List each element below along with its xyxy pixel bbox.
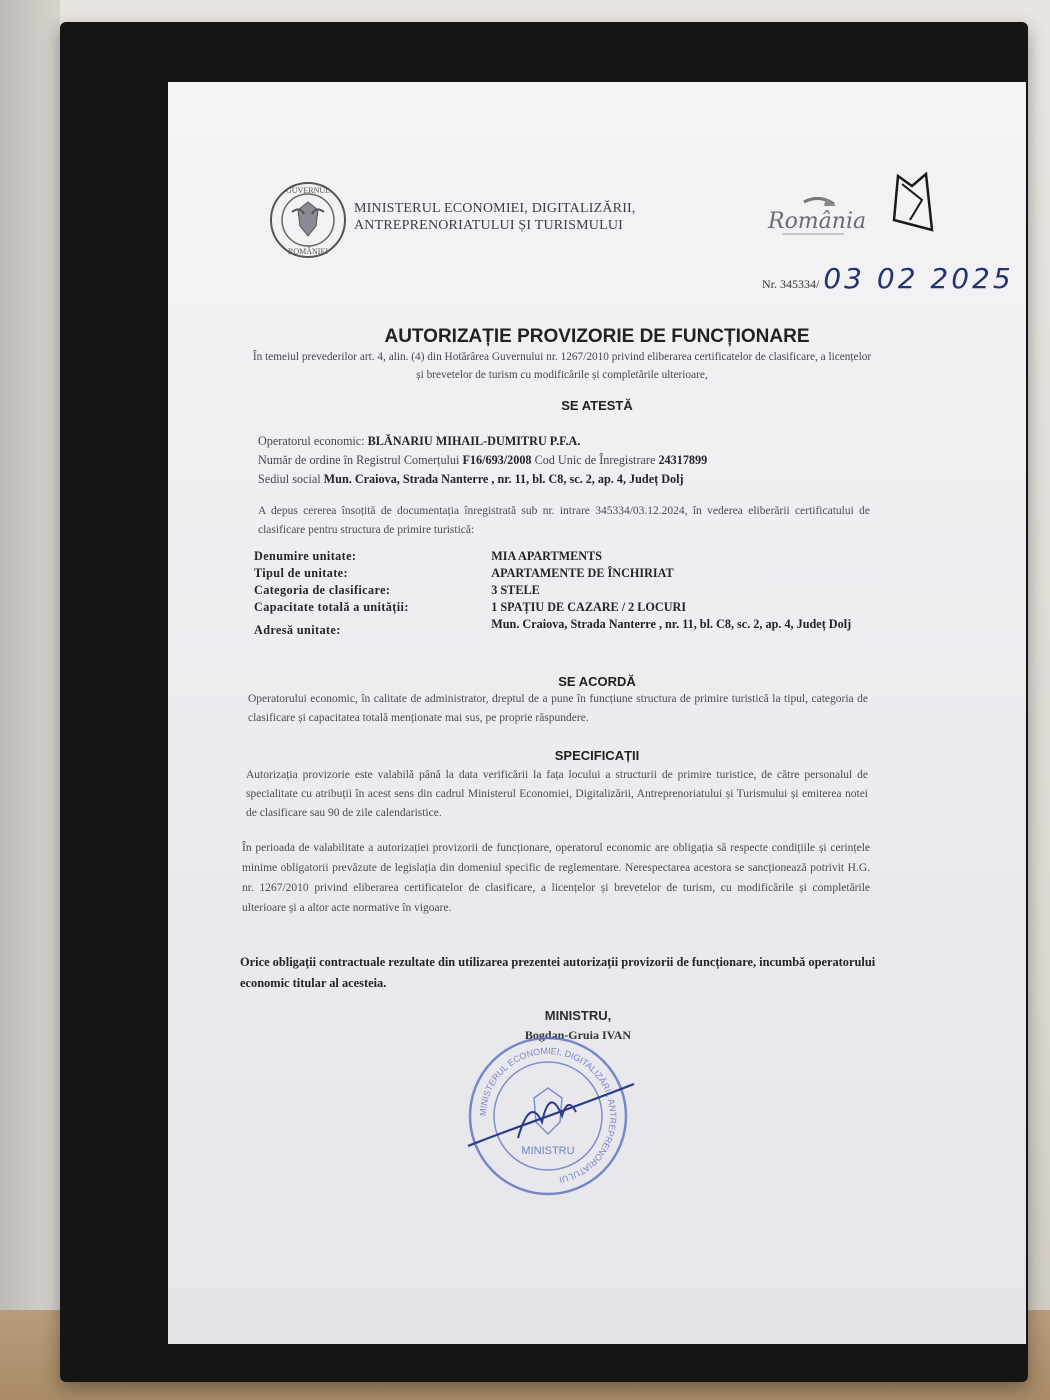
certificate-document [168, 82, 1026, 1344]
unit-row [254, 565, 894, 582]
operator-value: BLĂNARIU MIHAIL-DUMITRU P.F.A. [367, 434, 581, 448]
specificatii-paragraph-1: Autorizația provizorie este valabilă până la data verificării la fața locului a structurii de primire turistice, de către personalul de specialitate cu atribuții în acest sens din cadrul Ministerul Economiei, Digitalizării, Antreprenoriatului și Turismului și emiterea notei de clasificare sau 90 de zile calendaristice. [246, 769, 868, 819]
request-paragraph: A depus cererea însoțită de documentația înregistrată sub nr. intrare 345334/03.12.2024, în vederea eliberării certificatului de clasificare pentru structura de primire turistică: [258, 505, 870, 536]
unit-row [254, 548, 894, 565]
specificatii-paragraph-2: În perioada de valabilitate a autorizației provizorii de funcționare, operatorul economic are obligația să respecte condițiile și cerințele minime obligatorii prevăzute de legislația din domeniul specific de reglementare. Nerespectarea acestora se sancționează potrivit H.G. nr. 1267/2010 privind eliberarea certificatelor de clasificare, a licențelor și brevetelor de turism, cu modificările și completările ulterioare și a altor acte normative în vigoare. [242, 842, 870, 914]
headquarters-value: Mun. Craiova, Strada Nanterre , nr. 11, bl. C8, sc. 2, ap. 4, Județ Dolj [323, 472, 684, 486]
operator-row [258, 432, 898, 451]
registration-number [762, 262, 1014, 295]
unit-label: Tipul de unitate: [254, 566, 348, 580]
ministry-line2: ANTREPRENORIATULUI ȘI TURISMULUI [354, 218, 624, 233]
cui-label: Cod Unic de Înregistrare [534, 453, 656, 467]
registry-label: Număr de ordine în Registrul Comerțului [258, 453, 460, 467]
operator-label: Operatorul economic: [258, 434, 365, 448]
obligations-paragraph: Orice obligații contractuale rezultate din utilizarea prezentei autorizații provizorii de funcționare, incumbă operatorului economic titular al acesteia. [240, 955, 876, 990]
registration-number-label: Nr. 345334/ [762, 277, 820, 291]
unit-value: APARTAMENTE DE ÎNCHIRIAT [491, 566, 674, 580]
headquarters-label: Sediul social [258, 472, 321, 486]
background-wall [0, 0, 60, 1400]
unit-label: Categoria de clasificare: [254, 583, 391, 597]
specificatii-heading: SPECIFICAȚII [554, 748, 640, 763]
ministry-stamp-seal [458, 1026, 638, 1206]
crest-top-text: GUVERNUL [286, 186, 330, 195]
romania-logo [764, 192, 867, 242]
cui-value: 24317899 [658, 453, 708, 467]
minister-name: Bogdan-Gruia IVAN [524, 1028, 632, 1042]
romania-logo-text: România [768, 209, 867, 234]
document-title: AUTORIZAȚIE PROVIZORIE DE FUNCȚIONARE [384, 326, 810, 347]
se-acorda-paragraph: Operatorului economic, în calitate de administrator, dreptul de a pune în funcțiune structura de primire turistică la tipul, categoria de clasificare și capacitatea totală menționate mai sus, pe proprie răspundere. [248, 693, 868, 724]
unit-details-table [254, 548, 894, 639]
seal-ring-text: MINISTERUL ECONOMIEI, DIGITALIZĂRII, ANTREPRENORIATULUI [477, 1045, 619, 1185]
seal-center-text: MINISTRU [521, 1145, 575, 1157]
crest-bottom-text: ROMÂNIEI [288, 247, 328, 256]
legal-preamble: În temeiul prevederilor art. 4, alin. (4) din Hotărârea Guvernului nr. 1267/2010 privind eliberarea certificatelor de clasificare, a licențelor și brevetelor de turism cu modificările și completările ulterioare, [252, 351, 872, 381]
ministry-line1: MINISTERUL ECONOMIEI, DIGITALIZĂRII, [354, 201, 636, 216]
registry-value: F16/693/2008 [462, 453, 532, 467]
unit-label: Adresă unitate: [254, 623, 341, 637]
government-crest-icon [268, 180, 348, 260]
unit-label: Denumire unitate: [254, 549, 357, 563]
unit-value: 1 SPAȚIU DE CAZARE / 2 LOCURI [491, 600, 687, 614]
ministry-name [354, 200, 694, 234]
unit-value: Mun. Craiova, Strada Nanterre , nr. 11, bl. C8, sc. 2, ap. 4, Județ Dolj [491, 617, 852, 631]
unit-row [254, 582, 894, 599]
handwritten-corner-mark [888, 170, 938, 240]
picture-frame [60, 22, 1028, 1382]
unit-row [254, 599, 894, 616]
se-acorda-heading: SE ACORDĂ [558, 674, 636, 689]
minister-title: MINISTRU, [544, 1008, 612, 1023]
unit-label: Capacitate totală a unității: [254, 600, 409, 614]
unit-row [254, 616, 894, 639]
se-atesta-heading: SE ATESTĂ [561, 398, 633, 413]
unit-value: MIA APARTMENTS [491, 549, 602, 563]
operator-details [258, 432, 898, 489]
headquarters-row [258, 470, 898, 489]
registry-row [258, 451, 898, 470]
handwritten-date: 03 02 2025 [823, 262, 1014, 295]
unit-value: 3 STELE [491, 583, 540, 597]
